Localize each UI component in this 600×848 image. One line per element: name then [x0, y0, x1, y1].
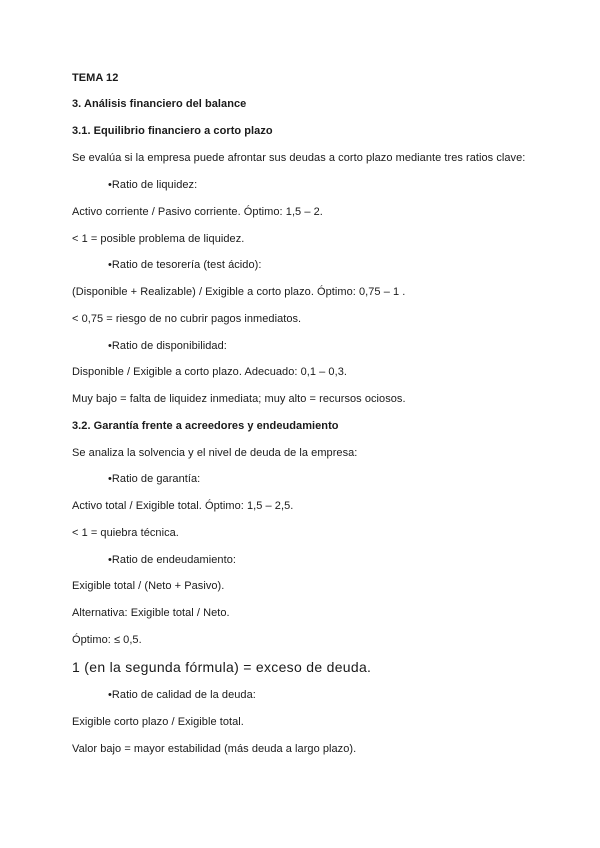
ratio-endeudamiento-note: 1 (en la segunda fórmula) = exceso de deuda. [72, 659, 372, 675]
ratio-liquidez-title: •Ratio de liquidez: [108, 179, 198, 191]
ratio-endeudamiento-formula: Exigible total / (Neto + Pasivo). [72, 580, 225, 592]
ratio-calidad-note: Valor bajo = mayor estabilidad (más deuda a largo plazo). [72, 743, 357, 755]
ratio-disponibilidad-formula: Disponible / Exigible a corto plazo. Adecuado: 0,1 – 0,3. [72, 366, 347, 378]
heading-3-1: 3.1. Equilibrio financiero a corto plazo [72, 125, 273, 137]
ratio-garantia-note: < 1 = quiebra técnica. [72, 527, 179, 539]
ratio-garantia-formula: Activo total / Exigible total. Óptimo: 1,5 – 2,5. [72, 500, 294, 512]
section-title: 3. Análisis financiero del balance [72, 98, 247, 110]
intro-3-2: Se analiza la solvencia y el nivel de deuda de la empresa: [72, 447, 358, 459]
ratio-tesoreria-title: •Ratio de tesorería (test ácido): [108, 259, 262, 271]
ratio-disponibilidad-note: Muy bajo = falta de liquidez inmediata; muy alto = recursos ociosos. [72, 393, 406, 405]
ratio-tesoreria-formula: (Disponible + Realizable) / Exigible a corto plazo. Óptimo: 0,75 – 1 . [72, 286, 406, 298]
tema-label: TEMA 12 [72, 72, 119, 84]
ratio-calidad-title: •Ratio de calidad de la deuda: [108, 689, 256, 701]
heading-3-2: 3.2. Garantía frente a acreedores y endeudamiento [72, 420, 339, 432]
ratio-liquidez-formula: Activo corriente / Pasivo corriente. Óptimo: 1,5 – 2. [72, 206, 323, 218]
ratio-garantia-title: •Ratio de garantía: [108, 473, 201, 485]
ratio-endeudamiento-title: •Ratio de endeudamiento: [108, 554, 236, 566]
intro-3-1: Se evalúa si la empresa puede afrontar sus deudas a corto plazo mediante tres ratios clave: [72, 152, 526, 164]
ratio-calidad-formula: Exigible corto plazo / Exigible total. [72, 716, 244, 728]
ratio-liquidez-note: < 1 = posible problema de liquidez. [72, 233, 245, 245]
ratio-endeudamiento-optimo: Óptimo: ≤ 0,5. [72, 634, 142, 646]
ratio-tesoreria-note: < 0,75 = riesgo de no cubrir pagos inmediatos. [72, 313, 302, 325]
ratio-disponibilidad-title: •Ratio de disponibilidad: [108, 340, 227, 352]
ratio-endeudamiento-alt: Alternativa: Exigible total / Neto. [72, 607, 230, 619]
